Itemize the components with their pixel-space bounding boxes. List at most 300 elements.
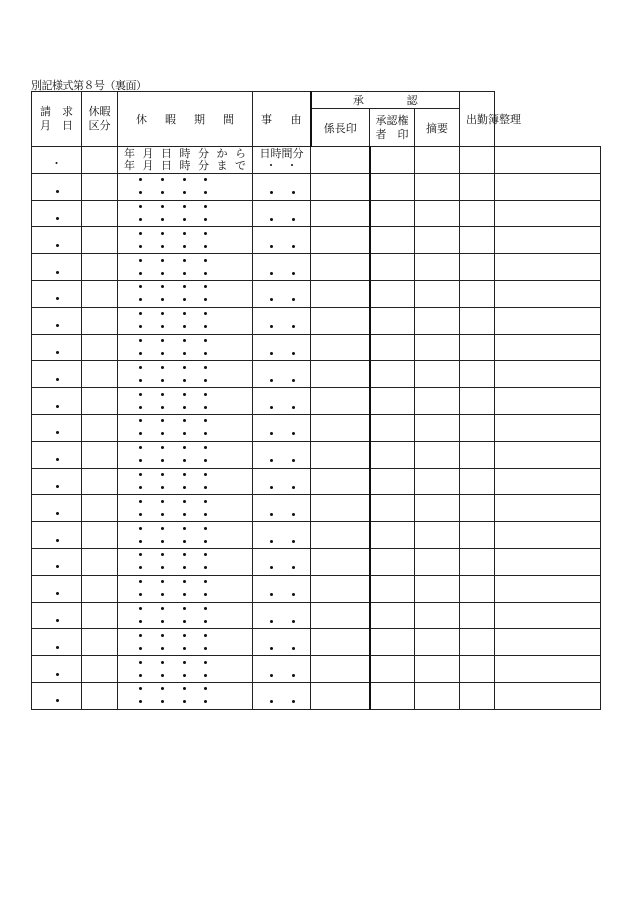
leave-period-cell[interactable] (118, 361, 253, 388)
request-date-cell[interactable] (32, 307, 82, 334)
leave-period-cell[interactable] (118, 227, 253, 254)
period-to-dot (161, 352, 164, 355)
leave-period-cell[interactable] (118, 388, 253, 415)
leave-type-cell[interactable] (82, 173, 118, 200)
chief-seal-cell[interactable] (370, 468, 415, 495)
attendance-cell[interactable] (495, 280, 601, 307)
remarks-cell[interactable] (460, 254, 495, 281)
dot-separator-group (253, 657, 310, 682)
chief-seal-cell[interactable] (370, 575, 415, 602)
chief-seal-cell[interactable] (370, 147, 415, 174)
period-to-dot (183, 218, 186, 221)
leave-type-cell[interactable] (82, 388, 118, 415)
period-to-dot (139, 566, 142, 569)
dot-separator-group (32, 415, 81, 440)
date-separator-dot (56, 351, 59, 354)
remarks-cell[interactable] (460, 629, 495, 656)
dot-separator-group (253, 255, 310, 280)
approver-seal-cell[interactable] (415, 656, 460, 683)
date-separator-dot (56, 592, 59, 595)
remarks-cell[interactable] (460, 495, 495, 522)
attendance-cell[interactable] (495, 254, 601, 281)
period-to-dot (161, 647, 164, 650)
chief-seal-cell[interactable] (370, 200, 415, 227)
reason-cell[interactable] (311, 280, 370, 307)
period-from-dot (161, 419, 164, 422)
date-separator-dot (56, 485, 59, 488)
approver-seal-cell[interactable] (415, 280, 460, 307)
chief-seal-cell[interactable] (370, 522, 415, 549)
request-date-cell[interactable] (32, 602, 82, 629)
duration-dot (292, 218, 295, 221)
date-separator-dot (56, 458, 59, 461)
dot-separator-group (118, 335, 252, 360)
leave-period-cell[interactable] (118, 468, 253, 495)
request-date-cell[interactable] (32, 441, 82, 468)
duration-cell[interactable] (253, 361, 311, 388)
dot-separator-group (118, 308, 252, 333)
request-date-cell[interactable] (32, 468, 82, 495)
attendance-cell[interactable] (495, 361, 601, 388)
leave-type-cell[interactable] (82, 227, 118, 254)
reason-cell[interactable] (311, 200, 370, 227)
chief-seal-cell[interactable] (370, 629, 415, 656)
period-from-dot (204, 259, 207, 262)
dot-separator-group (253, 523, 310, 548)
leave-period-cell[interactable] (118, 334, 253, 361)
request-date-cell[interactable] (32, 334, 82, 361)
dot-separator-group (253, 603, 310, 628)
attendance-cell[interactable] (495, 522, 601, 549)
remarks-cell[interactable] (460, 414, 495, 441)
reason-cell[interactable] (311, 522, 370, 549)
period-from-dot (139, 687, 142, 690)
table-row-first (32, 147, 601, 174)
reason-cell[interactable] (311, 495, 370, 522)
leave-period-cell[interactable] (118, 280, 253, 307)
dot-separator-group (118, 442, 252, 467)
table-row (32, 548, 601, 575)
remarks-cell[interactable] (460, 280, 495, 307)
period-from-dot (204, 446, 207, 449)
reason-cell[interactable] (311, 254, 370, 281)
attendance-cell[interactable] (495, 307, 601, 334)
approver-seal-cell[interactable] (415, 227, 460, 254)
leave-type-cell[interactable] (82, 334, 118, 361)
attendance-cell[interactable] (495, 682, 601, 709)
dot-separator-group (32, 442, 81, 467)
attendance-cell[interactable] (495, 227, 601, 254)
duration-cell[interactable] (253, 334, 311, 361)
period-to-dot (161, 700, 164, 703)
chief-seal-cell[interactable] (370, 307, 415, 334)
attendance-cell[interactable] (495, 200, 601, 227)
period-to-dot (139, 459, 142, 462)
duration-cell[interactable] (253, 629, 311, 656)
period-from-dot (204, 419, 207, 422)
reason-cell[interactable] (311, 388, 370, 415)
reason-cell[interactable] (311, 173, 370, 200)
duration-cell[interactable] (253, 227, 311, 254)
leave-type-cell[interactable] (82, 414, 118, 441)
approver-seal-cell[interactable] (415, 682, 460, 709)
chief-seal-cell[interactable] (370, 414, 415, 441)
period-from-dot (139, 553, 142, 556)
period-from-dot (161, 366, 164, 369)
approver-seal-cell[interactable] (415, 388, 460, 415)
leave-type-cell[interactable] (82, 200, 118, 227)
duration-dot (292, 432, 295, 435)
leave-type-cell[interactable] (82, 361, 118, 388)
remarks-cell[interactable] (460, 548, 495, 575)
duration-dot (270, 593, 273, 596)
duration-dot (292, 245, 295, 248)
period-to-dot (161, 218, 164, 221)
date-separator-dot (56, 619, 59, 622)
dot-separator-group (32, 362, 81, 387)
period-from-dot (161, 178, 164, 181)
leave-period-cell[interactable] (118, 522, 253, 549)
leave-type-cell[interactable] (82, 656, 118, 683)
reason-cell[interactable] (311, 307, 370, 334)
approver-seal-cell[interactable] (415, 414, 460, 441)
remarks-cell[interactable] (460, 602, 495, 629)
leave-period-cell[interactable] (118, 254, 253, 281)
period-to-dot (161, 432, 164, 435)
attendance-cell[interactable] (495, 656, 601, 683)
leave-type-cell[interactable] (82, 682, 118, 709)
duration-cell[interactable] (253, 548, 311, 575)
approver-seal-cell[interactable] (415, 361, 460, 388)
reason-cell[interactable] (311, 147, 370, 174)
attendance-cell[interactable] (495, 575, 601, 602)
approver-seal-cell[interactable] (415, 254, 460, 281)
approver-seal-cell[interactable] (415, 147, 460, 174)
leave-type-cell[interactable] (82, 441, 118, 468)
remarks-cell[interactable] (460, 200, 495, 227)
leave-type-cell[interactable] (82, 280, 118, 307)
leave-period-cell[interactable] (118, 173, 253, 200)
request-date-cell[interactable] (32, 656, 82, 683)
period-to-dot (139, 272, 142, 275)
leave-type-cell[interactable] (82, 629, 118, 656)
request-date-cell[interactable] (32, 227, 82, 254)
dot-separator-group (118, 576, 252, 601)
period-to-dot (204, 191, 207, 194)
dot-separator-group (32, 228, 81, 253)
reason-cell[interactable] (311, 227, 370, 254)
leave-type-cell[interactable] (82, 575, 118, 602)
attendance-cell[interactable] (495, 441, 601, 468)
duration-cell[interactable] (253, 682, 311, 709)
leave-type-cell[interactable] (82, 147, 118, 174)
period-to-dot (204, 379, 207, 382)
chief-seal-cell[interactable] (370, 682, 415, 709)
remarks-cell[interactable] (460, 307, 495, 334)
request-date-cell[interactable] (32, 522, 82, 549)
period-to-dot (204, 620, 207, 623)
attendance-cell[interactable] (495, 414, 601, 441)
approver-seal-cell[interactable] (415, 441, 460, 468)
request-date-cell[interactable] (32, 361, 82, 388)
reason-cell[interactable] (311, 548, 370, 575)
reason-cell[interactable] (311, 682, 370, 709)
period-to-dot (183, 647, 186, 650)
form-title: 別記様式第８号（裏面） (31, 79, 147, 92)
duration-dot (292, 620, 295, 623)
chief-seal-cell[interactable] (370, 602, 415, 629)
dot-separator-group (253, 228, 310, 253)
chief-seal-cell[interactable] (370, 361, 415, 388)
dot-separator-group (32, 174, 81, 199)
period-to-dot (139, 218, 142, 221)
table-row (32, 575, 601, 602)
leave-type-cell[interactable] (82, 495, 118, 522)
dot-separator-group (253, 335, 310, 360)
period-to-dot (183, 379, 186, 382)
attendance-cell[interactable] (495, 468, 601, 495)
request-date-cell[interactable]: ・ (32, 147, 82, 174)
duration-dot (270, 432, 273, 435)
leave-period-cell[interactable] (118, 575, 253, 602)
period-from-dot (204, 178, 207, 181)
period-from-dot (139, 661, 142, 664)
reason-cell[interactable] (311, 334, 370, 361)
duration-cell[interactable] (253, 575, 311, 602)
dot-separator-group (32, 630, 81, 655)
period-to-dot (204, 540, 207, 543)
period-to-dot (183, 674, 186, 677)
duration-cell[interactable] (253, 200, 311, 227)
duration-cell[interactable]: 日時間分 ・ ・ (253, 147, 311, 174)
approver-seal-cell[interactable] (415, 548, 460, 575)
leave-period-cell[interactable]: 年 月 日 時 分 か ら 年 月 日 時 分 ま で (118, 147, 253, 174)
chief-seal-cell[interactable] (370, 254, 415, 281)
date-separator-dot (56, 190, 59, 193)
request-date-cell[interactable] (32, 280, 82, 307)
request-date-cell[interactable] (32, 388, 82, 415)
duration-cell[interactable] (253, 468, 311, 495)
approver-seal-cell[interactable] (415, 575, 460, 602)
period-from-dot (161, 393, 164, 396)
dot-separator-group (32, 335, 81, 360)
leave-period-cell[interactable] (118, 200, 253, 227)
dot-separator-group (118, 362, 252, 387)
period-from-dot (139, 473, 142, 476)
remarks-cell[interactable] (460, 522, 495, 549)
leave-period-cell[interactable] (118, 307, 253, 334)
leave-period-cell[interactable] (118, 629, 253, 656)
chief-seal-cell[interactable] (370, 495, 415, 522)
duration-cell[interactable] (253, 495, 311, 522)
period-from-dot (183, 285, 186, 288)
duration-cell[interactable] (253, 254, 311, 281)
approver-seal-cell[interactable] (415, 200, 460, 227)
dot-separator-group (253, 630, 310, 655)
leave-period-cell[interactable] (118, 441, 253, 468)
duration-cell[interactable] (253, 656, 311, 683)
period-to-dot (204, 352, 207, 355)
dot-separator-group (253, 174, 310, 199)
chief-seal-cell[interactable] (370, 227, 415, 254)
attendance-cell[interactable] (495, 495, 601, 522)
reason-cell[interactable] (311, 575, 370, 602)
remarks-cell[interactable] (460, 334, 495, 361)
period-from-dot (139, 366, 142, 369)
dot-separator-group (253, 683, 310, 708)
approver-seal-cell[interactable] (415, 629, 460, 656)
reason-cell[interactable] (311, 602, 370, 629)
chief-seal-cell[interactable] (370, 280, 415, 307)
remarks-cell[interactable] (460, 173, 495, 200)
request-date-cell[interactable] (32, 173, 82, 200)
duration-cell[interactable] (253, 602, 311, 629)
period-from-dot (183, 393, 186, 396)
dot-separator-group (118, 683, 252, 708)
attendance-cell[interactable] (495, 147, 601, 174)
header-attendance-book: 出 勤 簿 整 理 (460, 92, 495, 147)
period-to-dot (204, 245, 207, 248)
attendance-cell[interactable] (495, 173, 601, 200)
header-request-date: 請 求 月 日 (32, 92, 82, 147)
header-remarks: 摘要 (415, 109, 460, 147)
period-from-dot (161, 232, 164, 235)
chief-seal-cell[interactable] (370, 388, 415, 415)
dot-separator-group (118, 603, 252, 628)
table-row (32, 388, 601, 415)
period-from-dot (139, 500, 142, 503)
chief-seal-cell[interactable] (370, 173, 415, 200)
leave-type-cell[interactable] (82, 548, 118, 575)
request-date-cell[interactable] (32, 495, 82, 522)
dot-separator-group (253, 496, 310, 521)
reason-cell[interactable] (311, 468, 370, 495)
header-approver-seal: 承認権 者 印 (370, 109, 415, 147)
remarks-cell[interactable] (460, 441, 495, 468)
remarks-cell[interactable] (460, 147, 495, 174)
leave-period-cell[interactable] (118, 682, 253, 709)
dot-separator-group (253, 469, 310, 494)
period-from-dot (204, 393, 207, 396)
approver-seal-cell[interactable] (415, 522, 460, 549)
period-from-dot (204, 553, 207, 556)
period-to-dot (204, 298, 207, 301)
period-from-dot (161, 259, 164, 262)
remarks-cell[interactable] (460, 682, 495, 709)
attendance-cell[interactable] (495, 388, 601, 415)
duration-cell[interactable] (253, 388, 311, 415)
period-from-dot (183, 500, 186, 503)
dot-separator-group (32, 201, 81, 226)
duration-cell[interactable] (253, 173, 311, 200)
request-date-cell[interactable] (32, 629, 82, 656)
duration-dot (292, 566, 295, 569)
approver-seal-cell[interactable] (415, 602, 460, 629)
duration-cell[interactable] (253, 441, 311, 468)
duration-cell[interactable] (253, 414, 311, 441)
period-from-dot (183, 607, 186, 610)
approver-seal-cell[interactable] (415, 307, 460, 334)
reason-cell[interactable] (311, 629, 370, 656)
approver-seal-cell[interactable] (415, 173, 460, 200)
period-to-dot (139, 325, 142, 328)
leave-period-cell[interactable] (118, 656, 253, 683)
approver-seal-cell[interactable] (415, 495, 460, 522)
period-to-dot (204, 406, 207, 409)
duration-cell[interactable] (253, 280, 311, 307)
leave-type-cell[interactable] (82, 602, 118, 629)
request-date-cell[interactable] (32, 254, 82, 281)
approver-seal-cell[interactable] (415, 468, 460, 495)
leave-type-cell[interactable] (82, 468, 118, 495)
request-date-cell[interactable] (32, 414, 82, 441)
leave-type-cell[interactable] (82, 254, 118, 281)
dot-separator-group (253, 281, 310, 306)
reason-cell[interactable] (311, 361, 370, 388)
period-to-dot (139, 379, 142, 382)
attendance-cell[interactable] (495, 629, 601, 656)
duration-dot (292, 700, 295, 703)
period-from-dot (139, 607, 142, 610)
remarks-cell[interactable] (460, 656, 495, 683)
date-separator-dot (56, 378, 59, 381)
period-from-dot (139, 527, 142, 530)
period-from-dot (183, 473, 186, 476)
attendance-cell[interactable] (495, 334, 601, 361)
request-date-cell[interactable] (32, 548, 82, 575)
request-date-cell[interactable] (32, 682, 82, 709)
attendance-cell[interactable] (495, 548, 601, 575)
dot-separator-group (118, 657, 252, 682)
remarks-cell[interactable] (460, 468, 495, 495)
period-from-dot (161, 312, 164, 315)
reason-cell[interactable] (311, 656, 370, 683)
leave-period-cell[interactable] (118, 548, 253, 575)
leave-period-cell[interactable] (118, 414, 253, 441)
dot-separator-group (32, 281, 81, 306)
request-date-cell[interactable] (32, 200, 82, 227)
chief-seal-cell[interactable] (370, 548, 415, 575)
period-from-dot (183, 312, 186, 315)
remarks-cell[interactable] (460, 575, 495, 602)
duration-dot (270, 272, 273, 275)
chief-seal-cell[interactable] (370, 441, 415, 468)
reason-cell[interactable] (311, 441, 370, 468)
dot-separator-group (253, 442, 310, 467)
reason-cell[interactable] (311, 414, 370, 441)
period-from-dot (204, 634, 207, 637)
chief-seal-cell[interactable] (370, 656, 415, 683)
remarks-cell[interactable] (460, 388, 495, 415)
leave-period-cell[interactable] (118, 602, 253, 629)
leave-type-cell[interactable] (82, 522, 118, 549)
leave-type-cell[interactable] (82, 307, 118, 334)
chief-seal-cell[interactable] (370, 334, 415, 361)
period-from-dot (139, 178, 142, 181)
duration-cell[interactable] (253, 522, 311, 549)
header-chief-seal: 係長印 (311, 109, 370, 147)
remarks-cell[interactable] (460, 361, 495, 388)
request-date-cell[interactable] (32, 575, 82, 602)
remarks-cell[interactable] (460, 227, 495, 254)
period-from-dot (161, 500, 164, 503)
leave-period-cell[interactable] (118, 495, 253, 522)
period-to-dot (161, 486, 164, 489)
attendance-cell[interactable] (495, 602, 601, 629)
approver-seal-cell[interactable] (415, 334, 460, 361)
duration-cell[interactable] (253, 307, 311, 334)
period-to-dot (204, 272, 207, 275)
